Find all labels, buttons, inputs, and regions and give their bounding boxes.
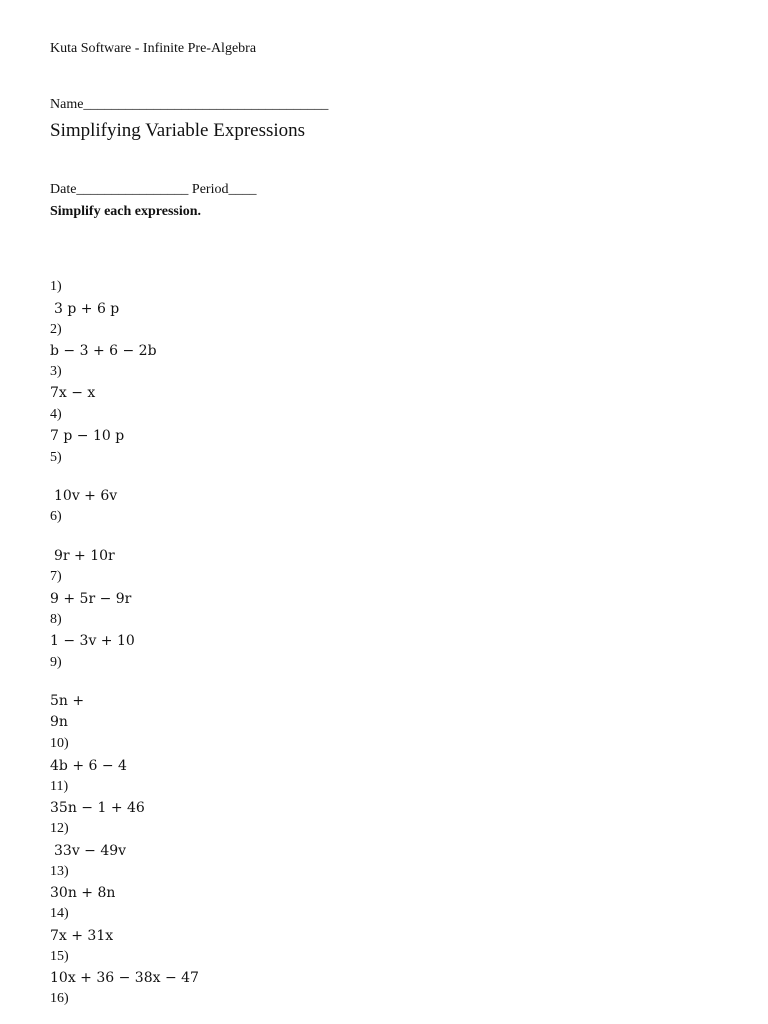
date-period-line: Date________________ Period____ <box>50 182 257 197</box>
problem-8-number: 8) <box>50 612 62 627</box>
problem-10-number: 10) <box>50 736 69 751</box>
problem-7-number: 7) <box>50 569 62 584</box>
problem-9-expression-line1: 5n + <box>50 693 85 709</box>
problem-15-number: 15) <box>50 949 69 964</box>
problem-1-number: 1) <box>50 279 62 294</box>
problem-9-expression-line2: 9n <box>50 714 68 730</box>
worksheet-title: Simplifying Variable Expressions <box>50 120 306 141</box>
problem-3-number: 3) <box>50 364 62 379</box>
problem-2-number: 2) <box>50 322 62 337</box>
problem-11-number: 11) <box>50 779 69 794</box>
problem-5-expression: 10v + 6v <box>54 488 118 504</box>
problem-12-number: 12) <box>50 821 69 836</box>
problem-6-number: 6) <box>50 509 62 524</box>
problem-4-expression: 7 p − 10 p <box>50 428 125 444</box>
instructions: Simplify each expression. <box>50 204 202 219</box>
problem-13-expression: 30n + 8n <box>50 885 116 901</box>
problem-1-expression: 3 p + 6 p <box>54 301 120 317</box>
problem-3-expression: 7x − x <box>50 385 96 401</box>
problem-14-number: 14) <box>50 906 69 921</box>
problem-4-number: 4) <box>50 407 62 422</box>
problem-11-expression: 35n − 1 + 46 <box>50 800 145 816</box>
problem-13-number: 13) <box>50 864 69 879</box>
problem-10-expression: 4b + 6 − 4 <box>50 758 127 774</box>
problem-5-number: 5) <box>50 450 62 465</box>
name-field-line: Name___________________________________ <box>50 97 329 112</box>
software-header: Kuta Software - Infinite Pre-Algebra <box>50 41 257 56</box>
problem-9-number: 9) <box>50 655 62 670</box>
problem-8-expression: 1 − 3v + 10 <box>50 633 135 649</box>
problem-15-expression: 10x + 36 − 38x − 47 <box>50 970 199 986</box>
problem-14-expression: 7x + 31x <box>50 928 114 944</box>
problem-7-expression: 9 + 5r − 9r <box>50 591 132 607</box>
problem-12-expression: 33v − 49v <box>54 843 127 859</box>
problem-16-number: 16) <box>50 991 69 1006</box>
problem-6-expression: 9r + 10r <box>54 548 115 564</box>
problem-2-expression: b − 3 + 6 − 2b <box>50 343 157 359</box>
